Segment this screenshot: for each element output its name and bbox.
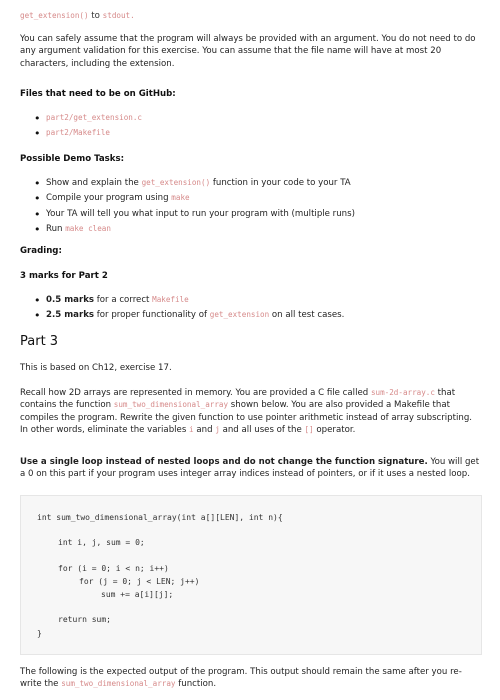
single-loop-paragraph: Use a single loop instead of nested loops and do not change the function signature. You will get a 0 on this part if your program uses integer array indices instead of pointers, or if it uses a nested loop. <box>20 457 480 480</box>
code-line: sum += a[i][j]; <box>101 590 174 599</box>
list-item: • Show and explain the get_extension() function in your code to your TA <box>20 177 482 189</box>
list-item: • part2/get_extension.c <box>20 112 482 124</box>
code-line: for (j = 0; j < LEN; j++) <box>79 577 200 586</box>
code-line: } <box>37 629 42 638</box>
files-list <box>20 112 482 143</box>
grading-heading: Grading: <box>20 246 62 256</box>
part3-based-on: This is based on Ch12, exercise 17. <box>20 363 172 373</box>
part3-title: Part 3 <box>20 334 59 349</box>
list-item: • 0.5 marks for a correct Makefile <box>20 294 482 306</box>
intro-paragraph: You can safely assume that the program will always be provided with an argument. You do not need to do any argument validation for this exercise. You can assume that the file name will have at most 20 characters, including the extension. <box>20 34 476 69</box>
demo-list <box>20 177 482 239</box>
code-line: return sum; <box>58 615 111 624</box>
top-line: get_extension() to stdout. <box>20 11 135 21</box>
list-item: • part2/Makefile <box>20 127 482 139</box>
list-item: • Your TA will tell you what input to run your program with (multiple runs) <box>20 208 482 220</box>
following-paragraph: The following is the expected output of the program. This output should remain the same after you re-write the sum_two_dimensional_array function. <box>20 667 462 690</box>
files-heading: Files that need to be on GitHub: <box>20 89 176 99</box>
list-item: • Run make clean <box>20 223 482 235</box>
marks-heading: 3 marks for Part 2 <box>20 271 108 281</box>
code-get-extension: get_extension() <box>20 11 89 20</box>
grading-list <box>20 294 482 325</box>
code-line: int i, j, sum = 0; <box>58 538 145 547</box>
code-block <box>20 495 482 655</box>
code-stdout: stdout. <box>102 11 135 20</box>
list-item: • Compile your program using make <box>20 192 482 204</box>
demo-heading: Possible Demo Tasks: <box>20 154 125 164</box>
list-item: • 2.5 marks for proper functionality of get_extension on all test cases. <box>20 309 482 321</box>
code-line: for (i = 0; i < n; i++) <box>58 564 169 573</box>
code-line: int sum_two_dimensional_array(int a[][LEN], int n){ <box>37 513 283 522</box>
recall-paragraph: Recall how 2D arrays are represented in memory. You are provided a C file called sum-2d-array.c that contains the function sum_two_dimensional_array shown below. You are also provided a Makefile that compiles the program. Rewrite the given function to use pointer arithmetic instead of array subscripting. In other words, eliminate the variables i and j and all uses of the [] operator. <box>20 388 473 436</box>
